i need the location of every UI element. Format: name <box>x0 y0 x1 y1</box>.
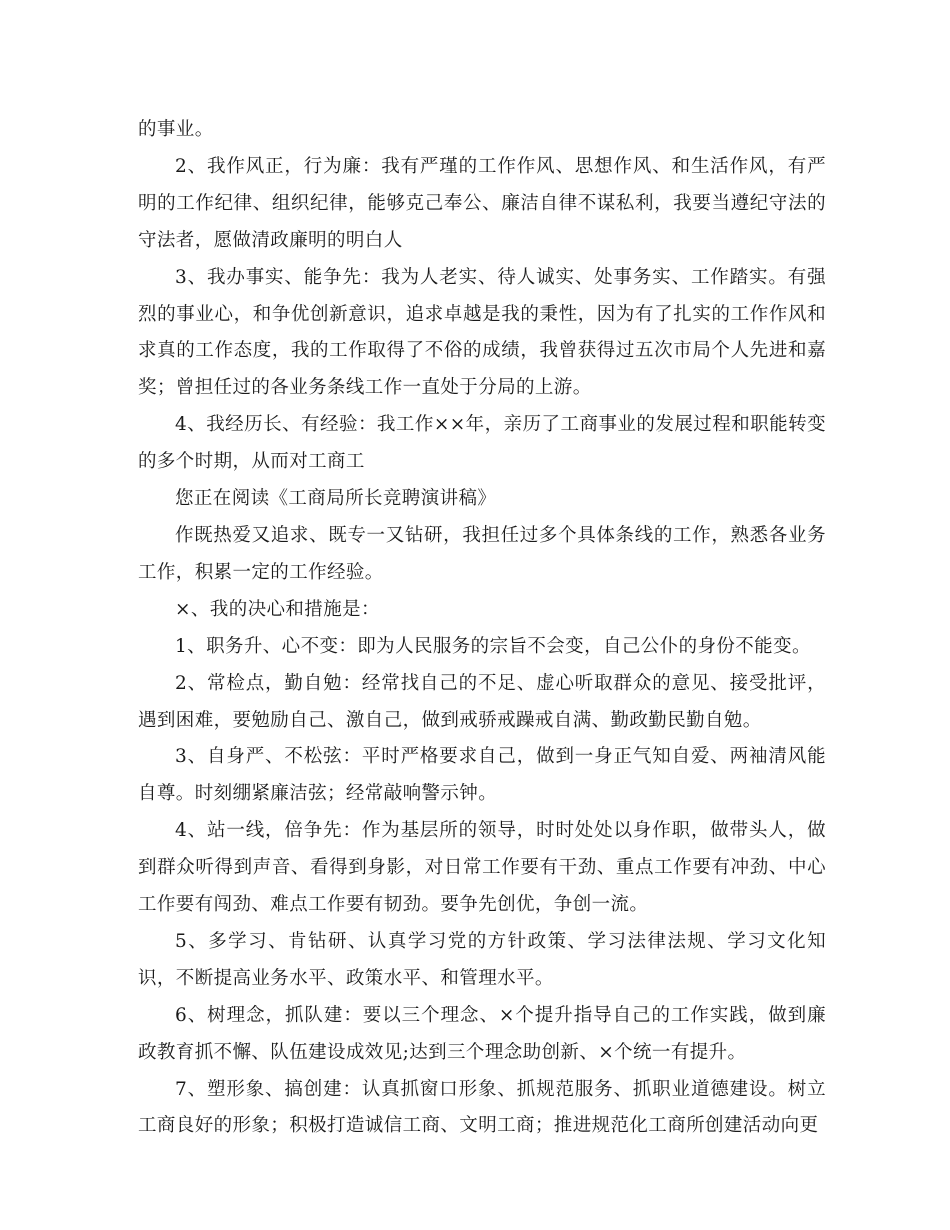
paragraph-item-2-style: 2、我作风正，行为廉：我有严瑾的工作作风、思想作风、和生活作风，有严明的工作纪律、组织纪律，能够克己奉公、廉洁自律不谋私利，我要当遵纪守法的守法者，愿做清政廉明的明白人 <box>138 155 826 251</box>
measure-item-7: 7、塑形象、搞创建：认真抓窗口形象、抓规范服务、抓职业道德建设。树立工商良好的形象；积极打造诚信工商、文明工商；推进规范化工商所创建活动向更 <box>138 1078 826 1137</box>
measure-item-2: 2、常检点，勤自勉：经常找自己的不足、虚心听取群众的意见、接受批评，遇到困难，要勉励自己、激自己，做到戒骄戒躁戒自满、勤政勤民勤自勉。 <box>138 672 826 731</box>
paragraph-continuation: 的事业。 <box>138 119 214 140</box>
reading-notice: 您正在阅读《工商局所长竞聘演讲稿》 <box>175 488 497 510</box>
measure-item-1: 1、职务升、心不变：即为人民服务的宗旨不会变，自己公仆的身份不能变。 <box>175 635 811 657</box>
document-body <box>138 112 826 1145</box>
measure-item-6: 6、树理念，抓队建：要以三个理念、×个提升指导自己的工作实践，做到廉政教育抓不懈、队伍建设成效见;达到三个理念助创新、×个统一有提升。 <box>138 1004 826 1063</box>
paragraph-item-3-practical: 3、我办事实、能争先：我为人老实、待人诚实、处事务实、工作踏实。有强烈的事业心，和争优创新意识，追求卓越是我的秉性，因为有了扎实的工作作风和求真的工作态度，我的工作取得了不俗的成绩，我曾获得过五次市局个人先进和嘉奖；曾担任过的各业务条线工作一直处于分局的上游。 <box>138 266 826 399</box>
paragraph-experience-continued: 作既热爱又追求、既专一又钻研，我担任过多个具体条线的工作，熟悉各业务工作，积累一定的工作经验。 <box>138 524 826 583</box>
measure-item-3: 3、自身严、不松弦：平时严格要求自己，做到一身正气知自爱、两袖清风能自尊。时刻绷紧廉洁弦；经常敲响警示钟。 <box>138 746 826 805</box>
measure-item-5: 5、多学习、肯钻研、认真学习党的方针政策、学习法律法规、学习文化知识，不断提高业务水平、政策水平、和管理水平。 <box>138 930 826 989</box>
measure-item-4: 4、站一线，倍争先：作为基层所的领导，时时处处以身作职，做带头人，做到群众听得到声音、看得到身影，对日常工作要有干劲、重点工作要有冲劲、中心工作要有闯劲、难点工作要有韧劲。要争先创优，争创一流。 <box>138 820 826 916</box>
section-heading-measures: ×、我的决心和措施是： <box>175 598 380 620</box>
paragraph-item-4-experience: 4、我经历长、有经验：我工作××年，亲历了工商事业的发展过程和职能转变的多个时期，从而对工商工 <box>138 414 826 473</box>
